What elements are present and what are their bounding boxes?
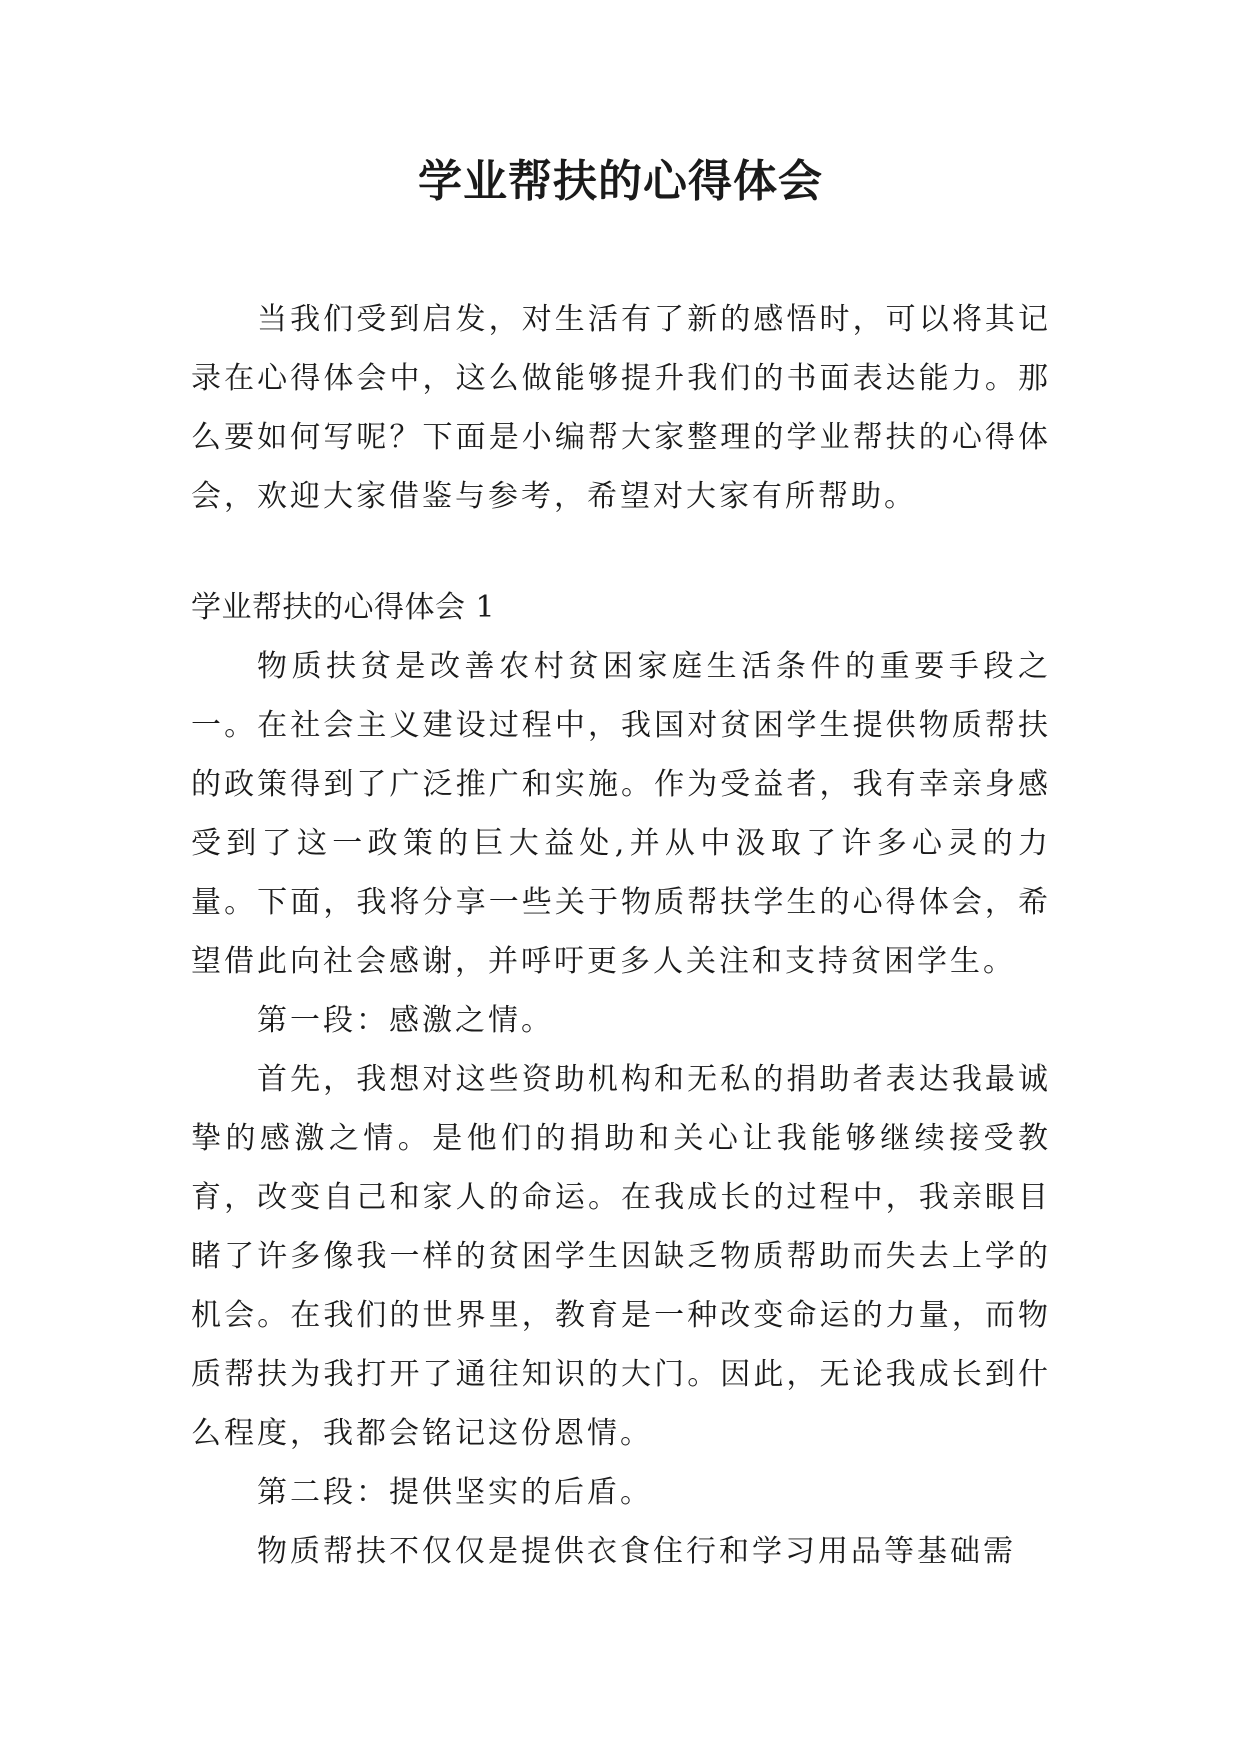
subsection-heading: 第一段：感激之情。 bbox=[257, 1003, 554, 1038]
section-heading: 学业帮扶的心得体会 1 bbox=[191, 590, 496, 625]
body-paragraph: 首先，我想对这些资助机构和无私的捐助者表达我最诚挚的感激之情。是他们的捐助和关心让我能够继续接受教育，改变自己和家人的命运。在我成长的过程中，我亲眼目睹了许多像我一样的贫困学生因缺乏物质帮助而失去上学的机会。在我们的世界里，教育是一种改变命运的力量，而物质帮扶为我打开了通往知识的大门。因此，无论我成长到什么程度，我都会铭记这份恩情。 bbox=[191, 1062, 1051, 1451]
subsection-heading: 第二段：提供坚实的后盾。 bbox=[257, 1475, 653, 1510]
body-paragraph: 物质帮扶不仅仅是提供衣食住行和学习用品等基础需 bbox=[257, 1534, 1016, 1569]
page-title: 学业帮扶的心得体会 bbox=[418, 156, 823, 207]
body-paragraph: 物质扶贫是改善农村贫困家庭生活条件的重要手段之一。在社会主义建设过程中，我国对贫困学生提供物质帮扶的政策得到了广泛推广和实施。作为受益者，我有幸亲身感受到了这一政策的巨大益处,并从中汲取了许多心灵的力量。下面，我将分享一些关于物质帮扶学生的心得体会，希望借此向社会感谢，并呼吁更多人关注和支持贫困学生。 bbox=[191, 649, 1051, 979]
paragraph-spacer bbox=[191, 526, 1051, 578]
document-body bbox=[191, 290, 1051, 1581]
intro-paragraph: 当我们受到启发，对生活有了新的感悟时，可以将其记录在心得体会中，这么做能够提升我们的书面表达能力。那么要如何写呢？下面是小编帮大家整理的学业帮扶的心得体会，欢迎大家借鉴与参考，希望对大家有所帮助。 bbox=[191, 302, 1051, 514]
